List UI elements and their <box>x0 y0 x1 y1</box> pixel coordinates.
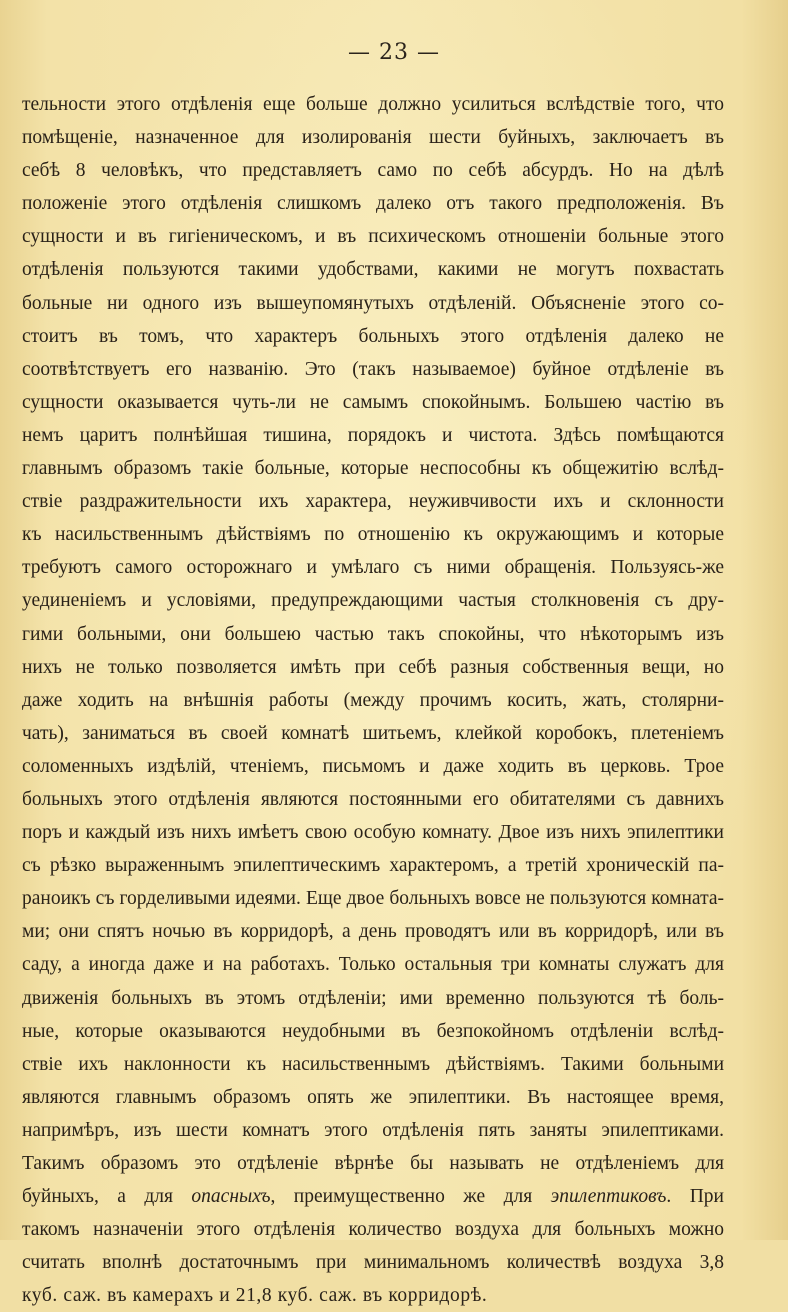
text-line: гими больными, они большею частью такъ спокойны, что нѣкоторымъ изъ <box>22 623 724 645</box>
text-line: ствіе ихъ наклонности къ насильственнымъ дѣйствіямъ. Такими больными <box>22 1053 724 1075</box>
text-line: являются главнымъ образомъ опять же эпилептики. Въ настоящее время, <box>22 1086 724 1108</box>
text-line: даже ходить на внѣшнія работы (между прочимъ косить, жать, столярни- <box>22 689 724 711</box>
text-line: раноикъ съ горделивыми идеями. Еще двое больныхъ вовсе не пользуются комната- <box>22 888 724 910</box>
text-line: больные ни одного изъ вышеупомянутыхъ отдѣленій. Объясненіе этого со- <box>22 292 724 314</box>
italic-term: эпилептиковъ <box>550 1186 667 1208</box>
text-line: къ насильственнымъ дѣйствіямъ по отношенію къ окружающимъ и которые <box>22 524 724 546</box>
text-line-with-italics <box>22 1180 724 1213</box>
text-line: сущности оказывается чуть-ли не самымъ спокойнымъ. Большею частію въ <box>22 391 724 413</box>
text-fragment: буйныхъ, а для <box>22 1186 192 1208</box>
text-line: ми; они спятъ ночью въ корридорѣ, а день проводятъ или въ корридорѣ, или въ <box>22 921 724 943</box>
text-line: требуютъ самого осторожнаго и умѣлаго съ ними обращенія. Пользуясь-же <box>22 557 724 579</box>
body-text <box>22 88 724 1312</box>
text-fragment: . При <box>666 1186 724 1208</box>
text-line: соломенныхъ издѣлій, чтеніемъ, письмомъ и даже ходить въ церковь. Трое <box>22 755 724 777</box>
text-line: ствіе раздражительности ихъ характера, неуживчивости ихъ и склонности <box>22 491 724 513</box>
text-line: больныхъ этого отдѣленія являются постоянными его обитателями съ давнихъ <box>22 788 724 810</box>
text-line: съ рѣзко выраженнымъ эпилептическимъ характеромъ, а третій хроническій па- <box>22 855 724 877</box>
text-line: такомъ назначеніи этого отдѣленія количество воздуха для больныхъ можно <box>22 1219 724 1241</box>
text-line: стоитъ въ томъ, что характеръ больныхъ этого отдѣленія далеко не <box>22 325 724 347</box>
text-line: напримѣръ, изъ шести комнатъ этого отдѣленія пять заняты эпилептиками. <box>22 1119 724 1141</box>
italic-term: опасныхъ <box>191 1186 271 1208</box>
text-line: положеніе этого отдѣленія слишкомъ далеко отъ такого предположенія. Въ <box>22 193 724 215</box>
text-line: считать вполнѣ достаточнымъ при минимальномъ количествѣ воздуха 3,8 <box>22 1252 724 1274</box>
text-line: отдѣленія пользуются такими удобствами, какими не могутъ похвастать <box>22 259 724 281</box>
text-line: ные, которые оказываются неудобными въ безпокойномъ отдѣленіи вслѣд- <box>22 1020 724 1042</box>
text-line: движенія больныхъ въ этомъ отдѣленіи; ими временно пользуются тѣ боль- <box>22 987 724 1009</box>
text-line: главнымъ образомъ такіе больные, которые неспособны къ общежитію вслѣд- <box>22 458 724 480</box>
text-line: поръ и каждый изъ нихъ имѣетъ свою особую комнату. Двое изъ нихъ эпилептики <box>22 822 724 844</box>
text-line-last: куб. саж. въ камерахъ и 21,8 куб. саж. въ корридорѣ. <box>22 1285 488 1307</box>
text-line: себѣ 8 человѣкъ, что представляетъ само по себѣ абсурдъ. Но на дѣлѣ <box>22 160 724 182</box>
text-line: уединеніемъ и условіями, предупреждающими частыя столкновенія съ дру- <box>22 590 724 612</box>
text-line: чать), заниматься въ своей комнатѣ шитьемъ, клейкой коробокъ, плетеніемъ <box>22 722 724 744</box>
text-line: тельности этого отдѣленія еще больше должно усилиться вслѣдствіе того, что <box>22 94 724 115</box>
text-line: немъ царитъ полнѣйшая тишина, порядокъ и чистота. Здѣсь помѣщаются <box>22 424 724 446</box>
text-line: саду, а иногда даже и на работахъ. Только остальныя три комнаты служатъ для <box>22 954 724 976</box>
page-number: — 23 — <box>348 40 440 65</box>
text-line: соотвѣтствуетъ его названію. Это (такъ называемое) буйное отдѣленіе въ <box>22 358 724 380</box>
text-line: Такимъ образомъ это отдѣленіе вѣрнѣе бы называть не отдѣленіемъ для <box>22 1153 724 1174</box>
text-fragment: , преимущественно же для <box>270 1186 551 1208</box>
text-line: сущности и въ гигіеническомъ, и въ психическомъ отношеніи больные этого <box>22 226 724 248</box>
text-line: помѣщеніе, назначенное для изолированія шести буйныхъ, заключаетъ въ <box>22 127 724 149</box>
text-line: нихъ не только позволяется имѣть при себѣ разныя собственныя вещи, но <box>22 656 724 678</box>
